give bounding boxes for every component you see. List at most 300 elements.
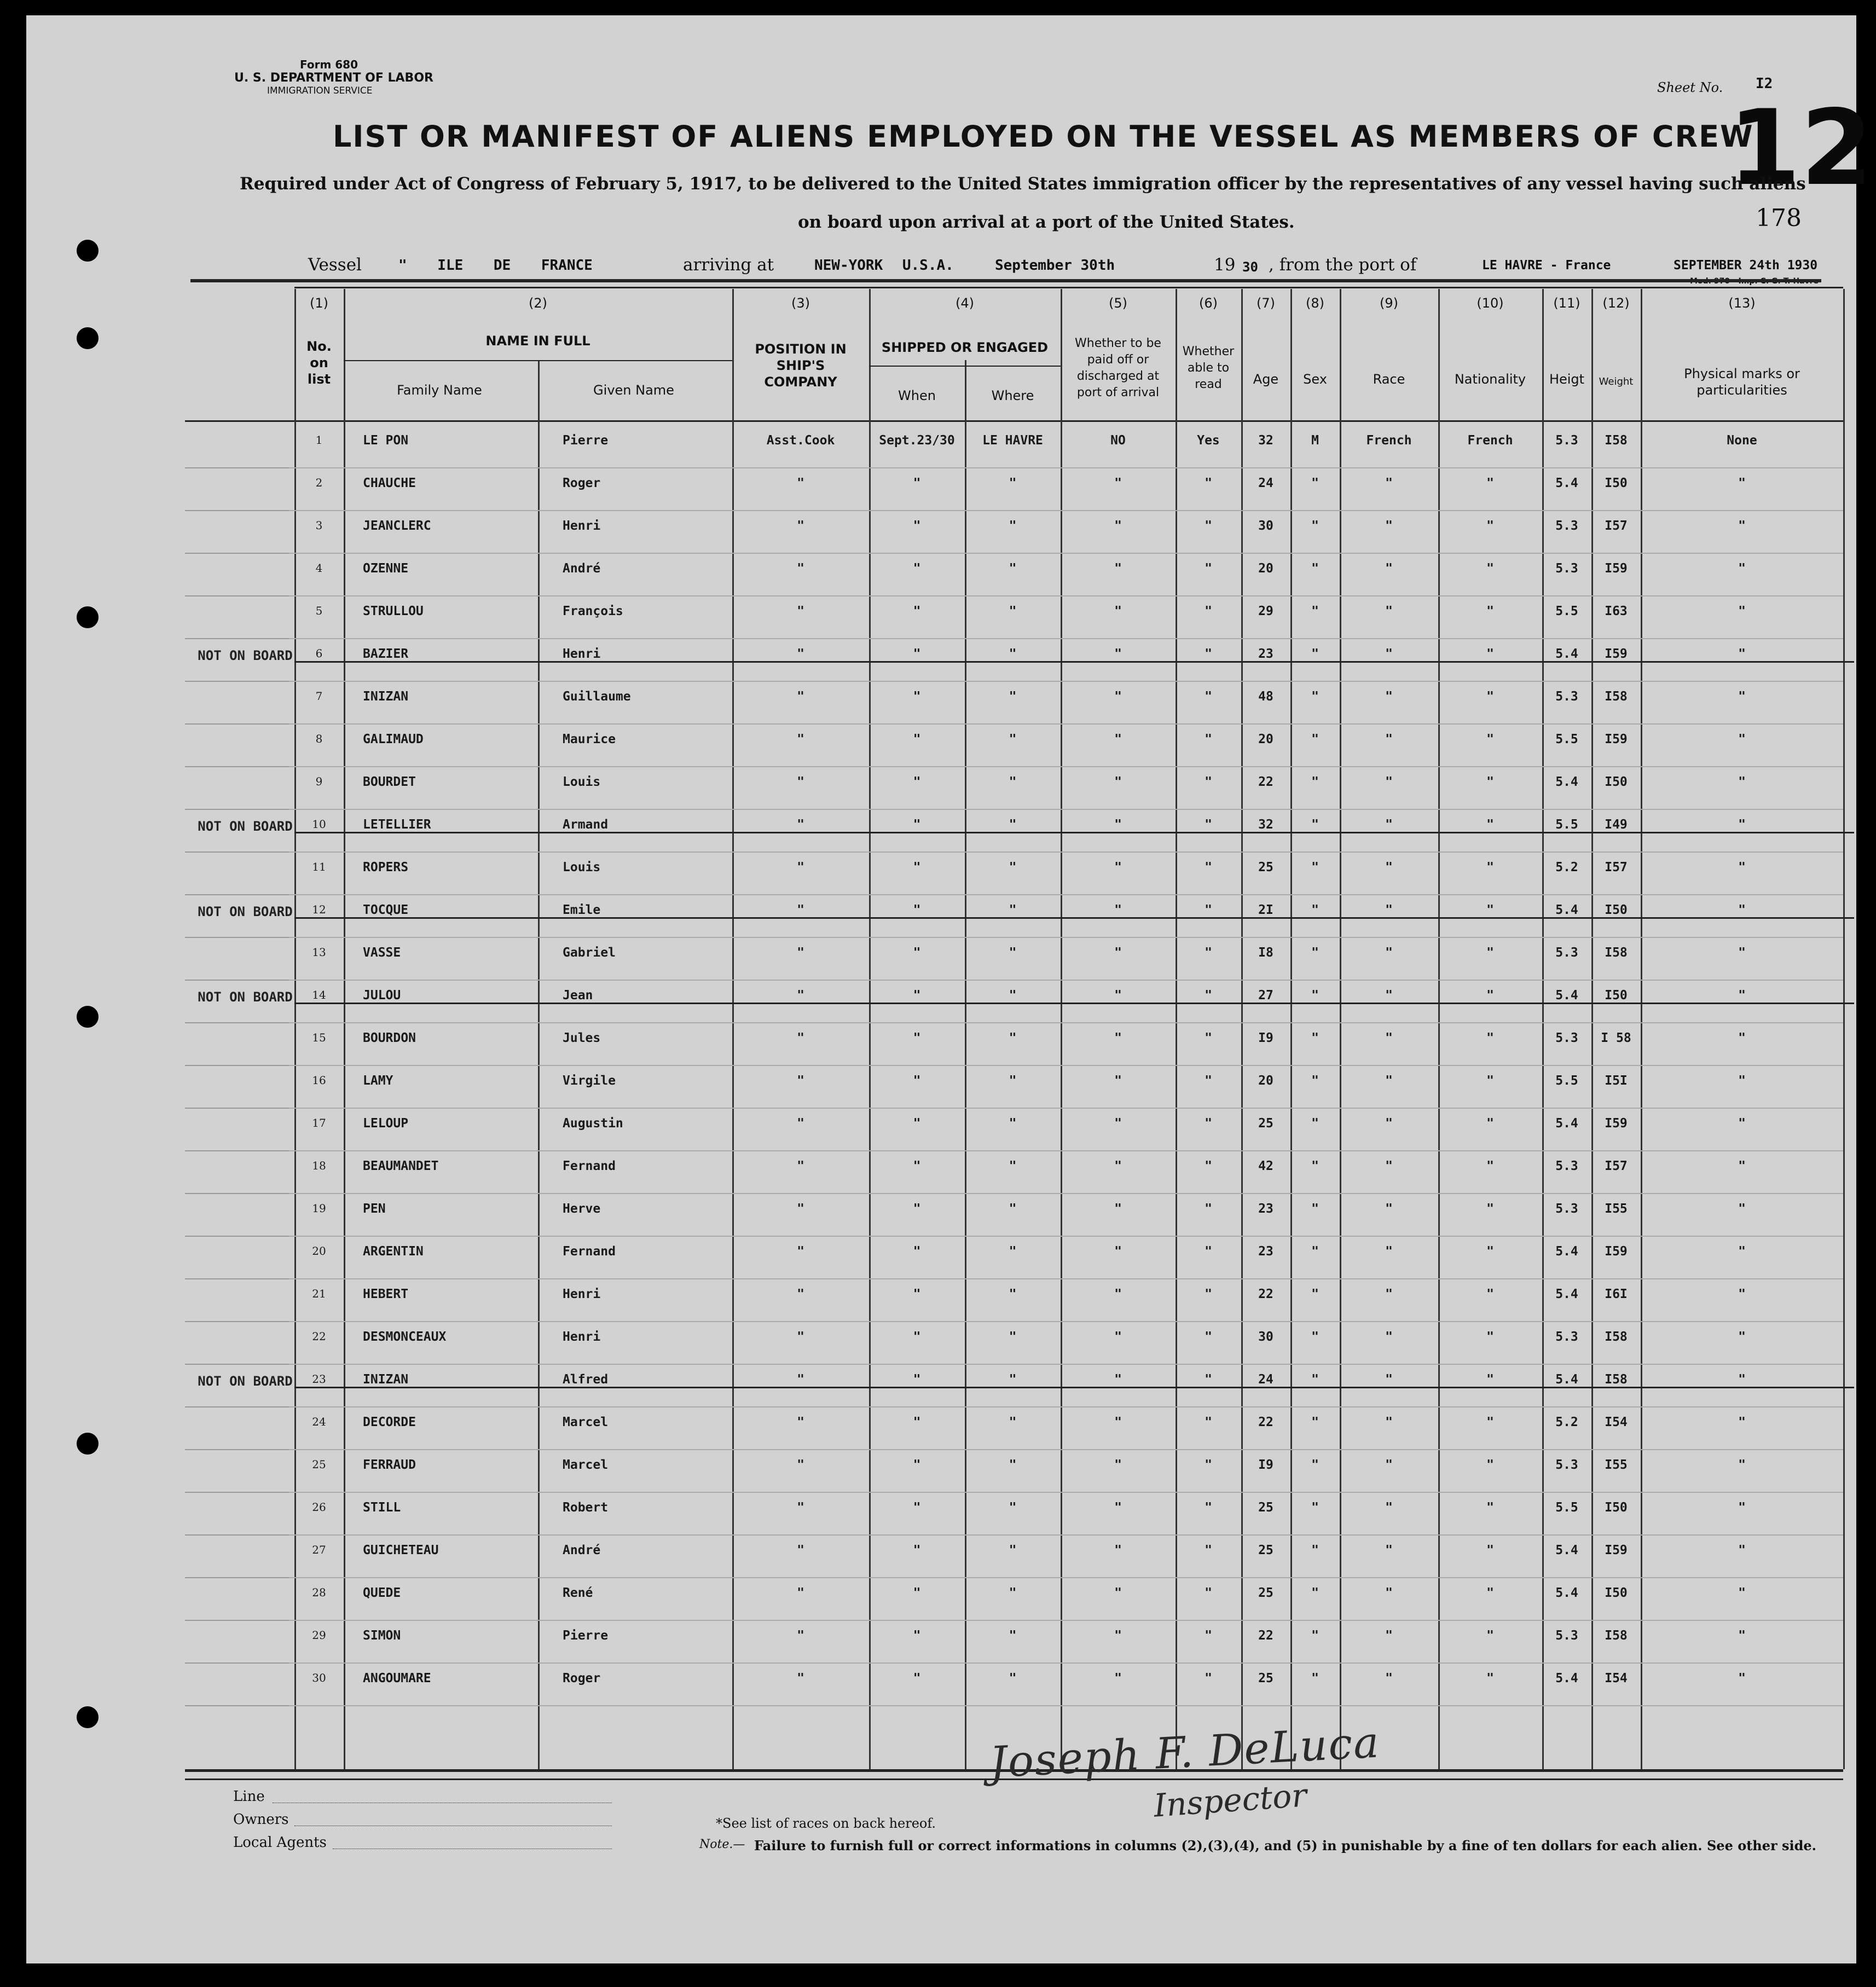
margin-rule	[185, 1108, 289, 1109]
shipped-where: "	[1009, 1031, 1017, 1045]
punch-hole	[77, 327, 99, 349]
nationality: "	[1486, 1330, 1494, 1344]
given-name: Gabriel	[563, 946, 616, 960]
row-number: 26	[312, 1501, 326, 1514]
shipped-where: "	[1009, 1415, 1017, 1429]
margin-rule	[185, 681, 289, 682]
race: "	[1385, 818, 1393, 832]
not-on-board-note: NOT ON BOARD	[198, 648, 293, 663]
weight: I50	[1605, 1501, 1628, 1515]
nationality: "	[1486, 1074, 1494, 1088]
age: 25	[1258, 1543, 1273, 1557]
age: 23	[1258, 1244, 1273, 1259]
shipped-when: "	[913, 1415, 921, 1429]
paid-off: "	[1114, 988, 1122, 1003]
nationality: "	[1486, 732, 1494, 746]
paid-off: "	[1114, 1501, 1122, 1515]
sex: "	[1311, 1074, 1319, 1088]
family-name: DECORDE	[363, 1415, 416, 1429]
row-number: 13	[312, 946, 326, 959]
shipped-where: "	[1009, 476, 1017, 490]
height: 5.3	[1555, 1202, 1578, 1216]
height: 5.3	[1555, 946, 1578, 960]
nationality: "	[1486, 860, 1494, 874]
sex: "	[1311, 903, 1319, 917]
shipped-where: "	[1009, 519, 1017, 533]
shipped-where: "	[1009, 647, 1017, 661]
punch-hole	[77, 1433, 99, 1455]
age: 32	[1258, 818, 1273, 832]
shipped-when: "	[913, 1629, 921, 1643]
not-on-board-note: NOT ON BOARD	[198, 904, 293, 919]
able-to-read: "	[1205, 604, 1212, 618]
margin-rule	[185, 595, 289, 596]
physical-marks: "	[1738, 903, 1746, 917]
paid-off: "	[1114, 818, 1122, 832]
col-shipped-header: SHIPPED OR ENGAGED	[881, 340, 1049, 355]
row-number: 20	[312, 1244, 326, 1258]
margin-rule	[185, 1449, 289, 1450]
family-name: HEBERT	[363, 1287, 409, 1301]
paid-off: "	[1114, 1159, 1122, 1173]
able-to-read: "	[1205, 732, 1212, 746]
able-to-read: "	[1205, 1287, 1212, 1301]
sex: "	[1311, 1287, 1319, 1301]
position: "	[797, 1244, 804, 1259]
position: "	[797, 775, 804, 789]
nationality: "	[1486, 1415, 1494, 1429]
table-row	[185, 1450, 1843, 1493]
margin-rule	[185, 1577, 289, 1578]
able-to-read: "	[1205, 690, 1212, 704]
age: 23	[1258, 647, 1273, 661]
punch-hole	[77, 1006, 99, 1028]
given-name: Louis	[563, 860, 601, 874]
table-row	[185, 767, 1843, 810]
paid-off: "	[1114, 775, 1122, 789]
paid-off: "	[1114, 561, 1122, 576]
table-row	[185, 938, 1843, 981]
able-to-read: "	[1205, 860, 1212, 874]
sex: "	[1311, 1031, 1319, 1045]
shipped-where: "	[1009, 1287, 1017, 1301]
weight: I6I	[1605, 1287, 1628, 1301]
nationality: "	[1486, 1244, 1494, 1259]
height: 5.4	[1555, 903, 1578, 917]
physical-marks: "	[1738, 1372, 1746, 1387]
nationality: "	[1486, 690, 1494, 704]
strike-through-line	[294, 1387, 1854, 1388]
age: I9	[1258, 1031, 1273, 1045]
able-to-read: "	[1205, 1501, 1212, 1515]
nationality: "	[1486, 1671, 1494, 1685]
nationality: "	[1486, 1458, 1494, 1472]
margin-rule	[185, 510, 289, 511]
row-number: 18	[312, 1159, 326, 1172]
shipped-when: "	[913, 1244, 921, 1259]
margin-rule	[185, 467, 289, 468]
race: "	[1385, 1330, 1393, 1344]
nationality: "	[1486, 775, 1494, 789]
age: 48	[1258, 690, 1273, 704]
given-name: Henri	[563, 519, 601, 533]
margin-rule	[185, 1236, 289, 1237]
not-on-board-note: NOT ON BOARD	[198, 1374, 293, 1389]
weight: I58	[1605, 690, 1628, 704]
table-row	[185, 682, 1843, 725]
col-num-6: (6)	[1199, 296, 1218, 311]
given-name: Jules	[563, 1031, 601, 1045]
table-row	[185, 1365, 1843, 1407]
sex: "	[1311, 1330, 1319, 1344]
family-name: STRULLOU	[363, 604, 424, 618]
margin-rule	[185, 851, 289, 853]
paid-off: "	[1114, 1543, 1122, 1557]
col-race-header: Race	[1373, 372, 1405, 387]
given-name: Pierre	[563, 433, 609, 448]
age: 42	[1258, 1159, 1273, 1173]
position: "	[797, 988, 804, 1003]
age: 25	[1258, 1116, 1273, 1131]
subtitle-line-2: on board upon arrival at a port of the United States.	[798, 212, 1295, 232]
given-name: Louis	[563, 775, 601, 789]
shipped-when: "	[913, 860, 921, 874]
shipped-where: "	[1009, 1543, 1017, 1557]
given-name: André	[563, 561, 601, 576]
given-name: Marcel	[563, 1415, 609, 1429]
weight: I59	[1605, 1244, 1628, 1259]
age: I8	[1258, 946, 1273, 960]
table-row	[185, 1536, 1843, 1578]
race: "	[1385, 1671, 1393, 1685]
family-name: GUICHETEAU	[363, 1543, 439, 1557]
family-name: LELOUP	[363, 1116, 409, 1131]
weight: I5I	[1605, 1074, 1628, 1088]
race: "	[1385, 1159, 1393, 1173]
sex: "	[1311, 1671, 1319, 1685]
sex: "	[1311, 946, 1319, 960]
physical-marks: "	[1738, 1116, 1746, 1131]
height: 5.2	[1555, 860, 1578, 874]
able-to-read: "	[1205, 775, 1212, 789]
family-name: LE PON	[363, 433, 409, 448]
paid-off: "	[1114, 1202, 1122, 1216]
table-row	[185, 895, 1843, 938]
height: 5.3	[1555, 561, 1578, 576]
sex: "	[1311, 1159, 1319, 1173]
sex: "	[1311, 1543, 1319, 1557]
shipped-where: "	[1009, 818, 1017, 832]
nationality: "	[1486, 1586, 1494, 1600]
weight: I54	[1605, 1415, 1628, 1429]
weight: I58	[1605, 1629, 1628, 1643]
physical-marks: "	[1738, 1543, 1746, 1557]
age: 20	[1258, 1074, 1273, 1088]
physical-marks: "	[1738, 476, 1746, 490]
row-number: 1	[315, 433, 323, 447]
able-to-read: "	[1205, 1586, 1212, 1600]
race: "	[1385, 1244, 1393, 1259]
paid-off: "	[1114, 732, 1122, 746]
age: 22	[1258, 1415, 1273, 1429]
given-name: Guillaume	[563, 690, 631, 704]
able-to-read: "	[1205, 476, 1212, 490]
paid-off: "	[1114, 476, 1122, 490]
form-number: Form 680	[300, 58, 358, 71]
position: "	[797, 946, 804, 960]
row-number: 4	[315, 561, 323, 575]
table-row	[185, 596, 1843, 639]
position: "	[797, 732, 804, 746]
shipped-when: "	[913, 604, 921, 618]
sex: "	[1311, 1458, 1319, 1472]
race: "	[1385, 647, 1393, 661]
sheet-number: I2	[1756, 76, 1773, 92]
weight: I63	[1605, 604, 1628, 618]
given-name: Roger	[563, 476, 601, 490]
table-row	[185, 810, 1843, 853]
row-number: 14	[312, 988, 326, 1001]
given-name: Robert	[563, 1501, 609, 1515]
shipped-when: "	[913, 1671, 921, 1685]
shipped-where: "	[1009, 1372, 1017, 1387]
row-number: 24	[312, 1415, 326, 1428]
able-to-read: "	[1205, 1074, 1212, 1088]
shipped-where: "	[1009, 1074, 1017, 1088]
age: 29	[1258, 604, 1273, 618]
age: 22	[1258, 1629, 1273, 1643]
family-name: CHAUCHE	[363, 476, 416, 490]
physical-marks: "	[1738, 1202, 1746, 1216]
age: 27	[1258, 988, 1273, 1003]
margin-rule	[185, 553, 289, 554]
age: 22	[1258, 775, 1273, 789]
weight: I59	[1605, 561, 1628, 576]
row-number: 27	[312, 1543, 326, 1556]
weight: I49	[1605, 818, 1628, 832]
age: 23	[1258, 1202, 1273, 1216]
vessel-name: " ILE DE FRANCE	[398, 257, 593, 274]
race: "	[1385, 519, 1393, 533]
shipped-where: "	[1009, 1501, 1017, 1515]
weight: I59	[1605, 1543, 1628, 1557]
able-to-read: "	[1205, 1244, 1212, 1259]
paid-off: "	[1114, 1629, 1122, 1643]
age: 22	[1258, 1287, 1273, 1301]
family-name: ANGOUMARE	[363, 1671, 431, 1685]
margin-rule	[185, 1065, 289, 1066]
able-to-read: "	[1205, 561, 1212, 576]
col-nationality-header: Nationality	[1454, 372, 1526, 387]
row-number: 9	[315, 775, 323, 788]
table-row	[185, 639, 1843, 682]
not-on-board-note: NOT ON BOARD	[198, 989, 293, 1005]
race: "	[1385, 946, 1393, 960]
shipped-when: "	[913, 775, 921, 789]
race: "	[1385, 1501, 1393, 1515]
margin-rule	[185, 894, 289, 895]
position: "	[797, 1330, 804, 1344]
family-name: FERRAUD	[363, 1458, 416, 1472]
table-row	[185, 1194, 1843, 1237]
given-name: Maurice	[563, 732, 616, 746]
weight: I50	[1605, 775, 1628, 789]
weight: I59	[1605, 732, 1628, 746]
col-name-header: NAME IN FULL	[485, 333, 590, 349]
able-to-read: "	[1205, 1159, 1212, 1173]
not-on-board-note: NOT ON BOARD	[198, 819, 293, 834]
document-title: LIST OR MANIFEST OF ALIENS EMPLOYED ON THE VESSEL AS MEMBERS OF CREW	[333, 119, 1754, 154]
paid-off: "	[1114, 690, 1122, 704]
row-number: 25	[312, 1458, 326, 1471]
physical-marks: "	[1738, 1244, 1746, 1259]
height: 5.4	[1555, 988, 1578, 1003]
col-position-header: POSITION IN SHIP'S COMPANY	[755, 341, 847, 390]
shipped-where: "	[1009, 1330, 1017, 1344]
table-row	[185, 1279, 1843, 1322]
margin-rule	[185, 1662, 289, 1664]
age: I9	[1258, 1458, 1273, 1472]
sex: "	[1311, 818, 1319, 832]
sex: "	[1311, 732, 1319, 746]
col-when-header: When	[898, 388, 936, 403]
family-name: BOURDET	[363, 775, 416, 789]
family-name: TOCQUE	[363, 903, 409, 917]
shipped-when: "	[913, 903, 921, 917]
family-name: BOURDON	[363, 1031, 416, 1045]
sex: "	[1311, 988, 1319, 1003]
shipped-where: "	[1009, 690, 1017, 704]
manifest-page	[26, 15, 1873, 1963]
given-name: Fernand	[563, 1244, 616, 1259]
stamp-number: 178	[1756, 204, 1802, 232]
physical-marks: "	[1738, 1031, 1746, 1045]
sex: "	[1311, 1586, 1319, 1600]
position: "	[797, 690, 804, 704]
family-name: INIZAN	[363, 690, 409, 704]
sex: "	[1311, 647, 1319, 661]
col-num-10: (10)	[1477, 296, 1504, 311]
given-name: Fernand	[563, 1159, 616, 1173]
shipped-where: "	[1009, 1671, 1017, 1685]
race: "	[1385, 1458, 1393, 1472]
age: 30	[1258, 1330, 1273, 1344]
height: 5.3	[1555, 690, 1578, 704]
race: "	[1385, 1031, 1393, 1045]
position: "	[797, 818, 804, 832]
weight: I50	[1605, 476, 1628, 490]
sex: "	[1311, 519, 1319, 533]
height: 5.4	[1555, 1671, 1578, 1685]
margin-rule	[185, 1406, 289, 1407]
physical-marks: "	[1738, 1458, 1746, 1472]
table-row	[185, 1322, 1843, 1365]
col-where-header: Where	[991, 388, 1034, 403]
weight: I 58	[1601, 1031, 1631, 1045]
position: "	[797, 1074, 804, 1088]
shipped-when: "	[913, 1330, 921, 1344]
paid-off: "	[1114, 903, 1122, 917]
nationality: "	[1486, 1287, 1494, 1301]
able-to-read: "	[1205, 1116, 1212, 1131]
row-number: 15	[312, 1031, 326, 1044]
race: "	[1385, 476, 1393, 490]
height: 5.3	[1555, 1159, 1578, 1173]
subtitle-line-1: Required under Act of Congress of February 5, 1917, to be delivered to the United States immigration officer by the representatives of any vessel having such aliens	[240, 174, 1806, 194]
row-number: 5	[315, 604, 323, 617]
weight: I50	[1605, 1586, 1628, 1600]
margin-rule	[185, 1193, 289, 1194]
row-number: 23	[312, 1372, 326, 1386]
col-num-4: (4)	[956, 296, 974, 311]
col-height-header: Heigt	[1549, 372, 1585, 387]
physical-marks: "	[1738, 561, 1746, 576]
sex: "	[1311, 1202, 1319, 1216]
col-num-12: (12)	[1602, 296, 1630, 311]
position: "	[797, 519, 804, 533]
paid-off: "	[1114, 647, 1122, 661]
family-name: QUEDE	[363, 1586, 401, 1600]
family-name: JULOU	[363, 988, 401, 1003]
shipped-when: "	[913, 1458, 921, 1472]
physical-marks: "	[1738, 1074, 1746, 1088]
strike-through-line	[294, 917, 1854, 919]
position: "	[797, 1415, 804, 1429]
given-name: Henri	[563, 1330, 601, 1344]
position: "	[797, 1031, 804, 1045]
col-num-3: (3)	[791, 296, 810, 311]
row-number: 19	[312, 1202, 326, 1215]
shipped-where: "	[1009, 988, 1017, 1003]
nationality: "	[1486, 519, 1494, 533]
age: 25	[1258, 860, 1273, 874]
shipped-when: "	[913, 818, 921, 832]
family-name: INIZAN	[363, 1372, 409, 1387]
margin-rule	[185, 766, 289, 767]
column-rule	[1843, 289, 1845, 1769]
shipped-where: "	[1009, 604, 1017, 618]
family-name: SIMON	[363, 1629, 401, 1643]
weight: I57	[1605, 1159, 1628, 1173]
table-row	[185, 468, 1843, 511]
physical-marks: "	[1738, 775, 1746, 789]
nationality: "	[1486, 476, 1494, 490]
row-number: 11	[312, 860, 326, 873]
physical-marks: "	[1738, 1159, 1746, 1173]
shipped-when: "	[913, 1031, 921, 1045]
table-row	[185, 1109, 1843, 1151]
position: "	[797, 1372, 804, 1387]
sex: "	[1311, 1501, 1319, 1515]
sex: "	[1311, 690, 1319, 704]
shipped-where: "	[1009, 946, 1017, 960]
nationality: "	[1486, 818, 1494, 832]
able-to-read: "	[1205, 1415, 1212, 1429]
race: "	[1385, 1074, 1393, 1088]
sex: "	[1311, 1244, 1319, 1259]
col-sex-header: Sex	[1303, 372, 1327, 387]
position: "	[797, 604, 804, 618]
age: 25	[1258, 1501, 1273, 1515]
age: 2I	[1258, 903, 1273, 917]
punch-hole	[77, 240, 99, 262]
arrival-port: NEW-YORK U.S.A.	[814, 257, 954, 274]
margin-rule	[185, 1534, 289, 1536]
paid-off: "	[1114, 1031, 1122, 1045]
physical-marks: "	[1738, 1415, 1746, 1429]
shipped-when: "	[913, 732, 921, 746]
position: "	[797, 476, 804, 490]
